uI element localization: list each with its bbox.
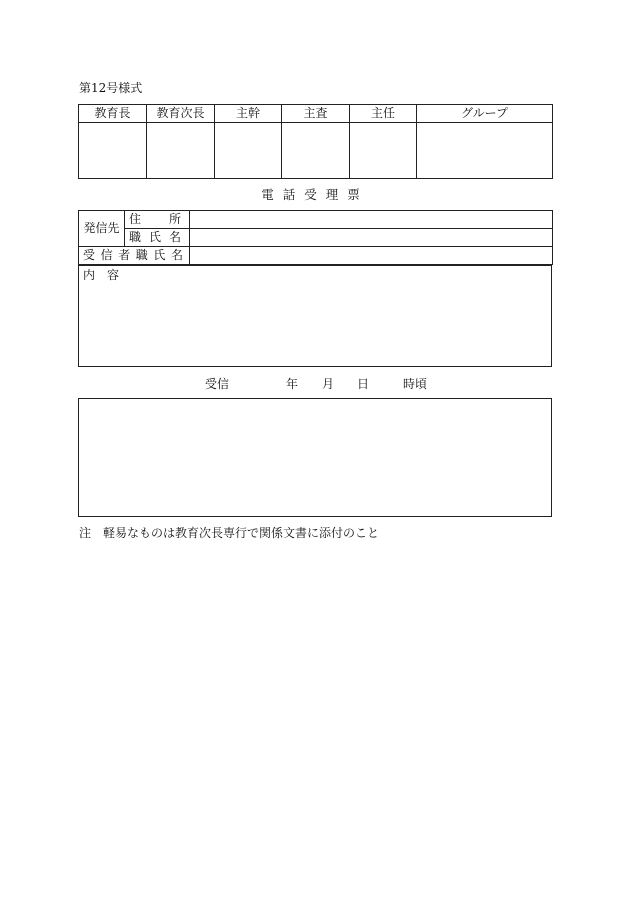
approval-header-chief: 主幹 [215, 105, 282, 123]
received-time-label: 時頃 [403, 377, 428, 391]
approval-header-superintendent: 教育長 [79, 105, 147, 123]
receiver-name-field[interactable] [190, 247, 553, 265]
form-number: 第12号様式 [79, 81, 143, 95]
approval-stamp-cell[interactable] [147, 123, 215, 179]
address-label [125, 211, 190, 229]
approval-header-supervisor: 主任 [350, 105, 417, 123]
receiver-label-char: 氏 [153, 248, 166, 262]
caller-table [78, 210, 553, 265]
received-label: 受信 [205, 377, 230, 391]
caller-name-label-char: 名 [168, 230, 181, 244]
approval-stamp-cell[interactable] [350, 123, 417, 179]
approval-header-deputy: 教育次長 [147, 105, 215, 123]
content-box[interactable] [78, 265, 552, 367]
footnote [79, 525, 379, 541]
approval-stamp-cell[interactable] [215, 123, 282, 179]
receiver-label-char: 者 [118, 248, 131, 262]
caller-name-label-char: 氏 [148, 230, 161, 244]
approval-header-inspector: 主査 [282, 105, 350, 123]
notes-box[interactable] [78, 398, 552, 517]
footnote-text: 軽易なものは教育次長専行で関係文書に添付のこと [103, 526, 380, 540]
content-label [83, 267, 119, 283]
receiver-label-char: 信 [100, 248, 113, 262]
approval-stamp-cell[interactable] [282, 123, 350, 179]
approval-table [78, 104, 553, 179]
content-label-char: 容 [106, 268, 119, 282]
received-month-label: 月 [322, 377, 335, 391]
receiver-label-char: 受 [83, 248, 96, 262]
footnote-mark: 注 [79, 526, 92, 540]
receiver-label-char: 職 [135, 248, 148, 262]
document-title: 電話受理票 [261, 187, 369, 202]
received-datetime-line [78, 376, 552, 392]
receiver-label [79, 247, 190, 265]
content-label-char: 内 [83, 268, 96, 282]
receiver-label-char: 名 [170, 248, 183, 262]
approval-stamp-cell[interactable] [417, 123, 553, 179]
address-label-char: 所 [168, 212, 181, 226]
caller-name-field[interactable] [190, 229, 553, 247]
received-day-label: 日 [357, 377, 370, 391]
address-label-char: 住 [129, 212, 142, 226]
approval-header-group: グループ [417, 105, 553, 123]
caller-name-label [125, 229, 190, 247]
sender-label: 発信先 [79, 211, 125, 247]
approval-stamp-cell[interactable] [79, 123, 147, 179]
received-year-label: 年 [286, 377, 299, 391]
caller-name-label-char: 職 [129, 230, 142, 244]
address-field[interactable] [190, 211, 553, 229]
